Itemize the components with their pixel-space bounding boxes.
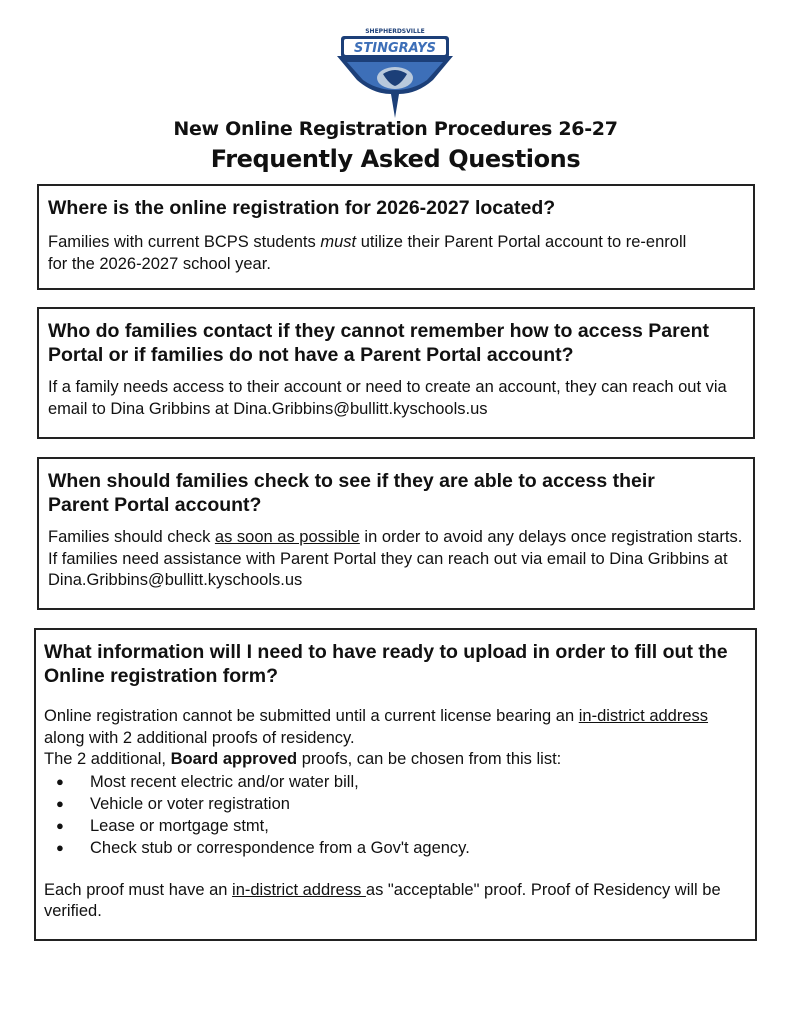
proof-list <box>44 771 747 859</box>
stingrays-logo <box>335 22 455 120</box>
faq-box-3 <box>37 457 755 610</box>
faq-box-2 <box>37 307 755 439</box>
faq-question-2: Who do families contact if they cannot remember how to access Parent Portal or if families do not have a Parent Portal account? <box>48 320 709 366</box>
logo-top-text: SHEPHERDSVILLE <box>365 28 425 35</box>
list-item: ● Most recent electric and/or water bill, <box>56 772 359 791</box>
faq-answer-4-p2: The 2 additional, Board approved proofs, can be chosen from this list: <box>44 750 562 768</box>
faq-answer-1: Families with current BCPS students must utilize their Parent Portal account to re-enroll for the 2026-2027 school year. <box>48 233 687 273</box>
faq-answer-4-p3: Each proof must have an in-district address as "acceptable" proof. Proof of Residency will be verified. <box>44 880 721 920</box>
faq-box-4 <box>34 628 757 941</box>
faq-answer-4-p1: Online registration cannot be submitted until a current license bearing an in-district address along with 2 additional proofs of residency. <box>44 707 709 747</box>
list-item: ● Lease or mortgage stmt, <box>56 816 269 835</box>
page-subtitle: Frequently Asked Questions <box>210 145 581 173</box>
list-item: ● Vehicle or voter registration <box>56 794 290 813</box>
list-item: ● Check stub or correspondence from a Gov't agency. <box>56 838 470 857</box>
faq-question-1: Where is the online registration for 2026-2027 located? <box>48 197 556 219</box>
faq-answer-3: Families should check as soon as possible in order to avoid any delays once registration starts. If families need assistance with Parent Portal they can reach out via email to Dina Gribbins at Dina.Gribbins@bullitt.kyschools.us <box>48 528 743 589</box>
logo-name: STINGRAYS <box>354 41 436 56</box>
faq-box-1 <box>37 184 755 290</box>
faq-answer-2: If a family needs access to their account or need to create an account, they can reach out via email to Dina Gribbins at Dina.Gribbins@bullitt.kyschools.us <box>48 378 727 418</box>
page-title: New Online Registration Procedures 26-27 <box>173 118 618 140</box>
faq-question-4: What information will I need to have ready to upload in order to fill out the Online registration form? <box>44 641 728 687</box>
faq-question-3: When should families check to see if they are able to access their Parent Portal account? <box>48 470 655 516</box>
